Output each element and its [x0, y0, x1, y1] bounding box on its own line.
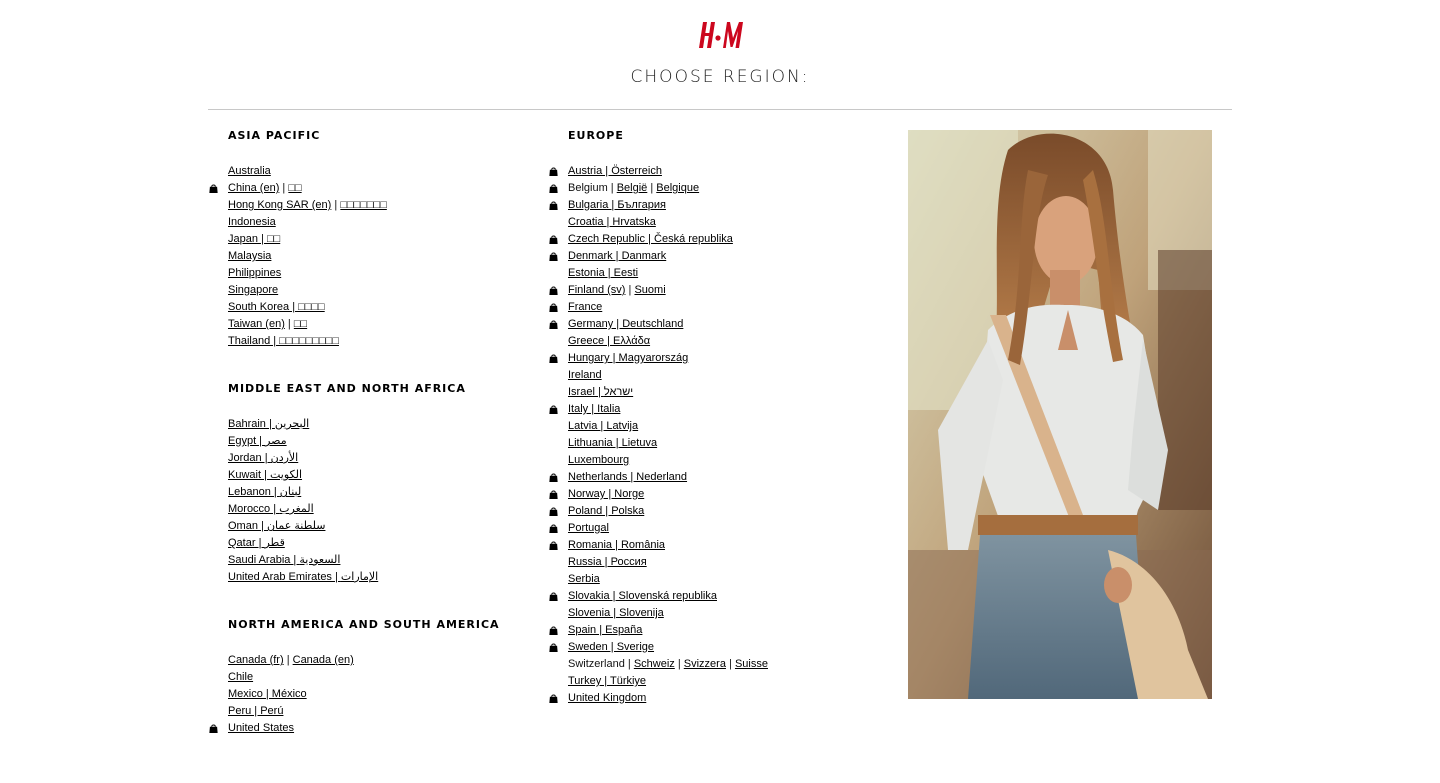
country-row [208, 248, 528, 265]
shopping-bag-icon [549, 320, 558, 329]
country-row [548, 639, 878, 656]
country-link[interactable]: Philippines [228, 267, 282, 279]
shopping-bag-icon [549, 626, 558, 635]
country-link[interactable]: Mexico | México [228, 688, 307, 700]
shopping-bag-icon [549, 490, 558, 499]
country-row [548, 401, 878, 418]
country-link[interactable]: Czech Republic | Česká republika [568, 233, 733, 245]
country-row [208, 501, 528, 518]
country-link[interactable]: Australia [228, 165, 271, 177]
country-row [548, 214, 878, 231]
shopping-bag-icon [549, 592, 558, 601]
country-text: | [284, 318, 294, 330]
country-row [208, 450, 528, 467]
header-divider [208, 109, 1232, 110]
country-link[interactable]: □□ [293, 318, 308, 330]
region-column-europe [548, 130, 878, 740]
country-row [548, 248, 878, 265]
country-text: Switzerland | [568, 658, 634, 670]
region-heading: MIDDLE EAST AND NORTH AFRICA [228, 382, 466, 395]
fashion-photo [908, 130, 1212, 699]
country-link[interactable]: Croatia | Hrvatska [568, 216, 656, 228]
country-row [548, 435, 878, 452]
country-text: | [625, 284, 635, 296]
shopping-bag-icon [549, 643, 558, 652]
region-section-europe [548, 130, 878, 707]
country-row [208, 163, 528, 180]
shopping-bag-icon [549, 286, 558, 295]
shopping-bag-icon [549, 235, 558, 244]
country-row [548, 180, 878, 197]
country-link[interactable]: Luxembourg [568, 454, 630, 466]
country-row [208, 669, 528, 686]
country-text: | [283, 654, 293, 666]
country-link[interactable]: Norway | Norge [568, 488, 645, 500]
country-link[interactable]: France [568, 301, 603, 313]
country-link[interactable]: België [616, 182, 648, 194]
country-row [548, 656, 878, 673]
country-text: Belgium | [568, 182, 617, 194]
country-link[interactable]: Oman | سلطنة عمان [228, 520, 326, 532]
country-link[interactable]: Latvia | Latvija [568, 420, 639, 432]
country-link[interactable]: Saudi Arabia | السعودية [228, 554, 341, 566]
shopping-bag-icon [549, 507, 558, 516]
country-row [208, 467, 528, 484]
country-row [208, 265, 528, 282]
country-link[interactable]: Netherlands | Nederland [568, 471, 688, 483]
country-link[interactable]: United Arab Emirates | الإمارات [228, 571, 379, 583]
country-row [208, 299, 528, 316]
country-link[interactable]: Italy | Italia [568, 403, 621, 415]
country-link[interactable]: Denmark | Danmark [568, 250, 667, 262]
country-row [548, 367, 878, 384]
country-link[interactable]: Slovakia | Slovenská republika [568, 590, 717, 602]
country-row [548, 571, 878, 588]
country-row [208, 333, 528, 350]
shopping-bag-icon [549, 167, 558, 176]
shopping-bag-icon [549, 184, 558, 193]
country-text: | [674, 658, 684, 670]
country-row [208, 180, 528, 197]
country-row [548, 486, 878, 503]
shopping-bag-icon [549, 303, 558, 312]
country-row [548, 333, 878, 350]
country-link[interactable]: □□□□□□□ [340, 199, 387, 211]
country-row [548, 503, 878, 520]
country-link[interactable]: Suisse [734, 658, 768, 670]
country-link[interactable]: Jordan | الأردن [228, 452, 299, 464]
country-link[interactable]: Spain | España [568, 624, 643, 636]
country-row [208, 569, 528, 586]
country-row [548, 673, 878, 690]
country-link[interactable]: Hungary | Magyarország [568, 352, 689, 364]
shopping-bag-icon [209, 184, 218, 193]
country-row [208, 652, 528, 669]
country-row [548, 231, 878, 248]
region-heading: NORTH AMERICA AND SOUTH AMERICA [228, 618, 500, 631]
country-row [548, 554, 878, 571]
country-row [548, 605, 878, 622]
country-link[interactable]: Suomi [634, 284, 666, 296]
country-row [548, 384, 878, 401]
country-link[interactable]: Austria | Österreich [568, 165, 662, 177]
page-title: CHOOSE REGION: [630, 67, 810, 87]
country-link[interactable]: Chile [228, 671, 254, 683]
country-link[interactable]: Canada (fr) [228, 654, 284, 666]
hm-logo[interactable] [697, 18, 745, 52]
country-link[interactable]: Russia | Россия [568, 556, 647, 568]
country-link[interactable]: Romania | România [568, 539, 666, 551]
country-row [208, 282, 528, 299]
country-row [548, 299, 878, 316]
country-row [208, 231, 528, 248]
country-row [208, 535, 528, 552]
country-link[interactable]: Canada (en) [292, 654, 354, 666]
country-row [208, 686, 528, 703]
country-link[interactable]: Egypt | مصر [228, 435, 287, 447]
country-link[interactable]: Singapore [228, 284, 279, 296]
country-link[interactable]: Svizzera [683, 658, 726, 670]
country-link[interactable]: Bulgaria | България [568, 199, 666, 211]
country-text: | [725, 658, 735, 670]
region-section-asia-pacific [208, 130, 528, 350]
country-row [548, 690, 878, 707]
country-row [208, 703, 528, 720]
country-link[interactable]: United States [228, 722, 295, 734]
shopping-bag-icon [549, 694, 558, 703]
country-link[interactable]: Lithuania | Lietuva [568, 437, 658, 449]
country-row [548, 520, 878, 537]
country-link[interactable]: Greece | Ελλάδα [568, 335, 651, 347]
country-link[interactable]: □□ [288, 182, 302, 194]
country-link[interactable]: Hong Kong SAR (en) [228, 199, 332, 211]
country-row [208, 484, 528, 501]
country-link[interactable]: Schweiz [633, 658, 675, 670]
shopping-bag-icon [209, 724, 218, 733]
shopping-bag-icon [549, 354, 558, 363]
country-link[interactable]: Peru | Perú [228, 705, 284, 717]
country-link[interactable]: Taiwan (en) [228, 318, 285, 330]
country-row [208, 552, 528, 569]
country-row [208, 197, 528, 214]
country-row [208, 433, 528, 450]
country-link[interactable]: Sweden | Sverige [568, 641, 655, 653]
country-row [548, 418, 878, 435]
country-link[interactable]: Portugal [568, 522, 609, 534]
country-row [548, 469, 878, 486]
country-row [548, 537, 878, 554]
country-link[interactable]: Morocco | المغرب [228, 503, 314, 515]
country-link[interactable]: Belgique [656, 182, 700, 194]
country-text: | [331, 199, 341, 211]
model-illustration [908, 130, 1212, 699]
country-text: | [647, 182, 657, 194]
country-link[interactable]: Malaysia [228, 250, 272, 262]
country-link[interactable]: Poland | Polska [568, 505, 645, 517]
country-link[interactable]: Kuwait | الكويت [228, 469, 303, 481]
country-row [208, 518, 528, 535]
country-row [208, 720, 528, 737]
shopping-bag-icon [549, 473, 558, 482]
country-row [208, 416, 528, 433]
country-link[interactable]: South Korea | □□□□ [228, 301, 325, 313]
region-heading: ASIA PACIFIC [228, 129, 321, 142]
country-row [548, 588, 878, 605]
shopping-bag-icon [549, 201, 558, 210]
country-link[interactable]: Israel | ישראל [568, 386, 634, 398]
country-link[interactable]: Serbia [568, 573, 600, 585]
country-link[interactable]: Germany | Deutschland [568, 318, 684, 330]
country-row [548, 622, 878, 639]
region-section-north-america-and-south-america [208, 619, 528, 737]
region-section-middle-east-and-north-africa [208, 383, 528, 586]
country-link[interactable]: Indonesia [228, 216, 276, 228]
country-row [548, 282, 878, 299]
country-link[interactable]: Bahrain | البحرين [228, 418, 310, 430]
country-link[interactable]: Japan | □□ [228, 233, 281, 245]
region-column-left [208, 130, 528, 770]
country-link[interactable]: United Kingdom [568, 692, 647, 704]
country-link[interactable]: Lebanon | لبنان [228, 486, 302, 498]
country-link[interactable]: Thailand | □□□□□□□□□ [228, 335, 339, 347]
country-link[interactable]: Slovenia | Slovenija [568, 607, 664, 619]
country-text: | [279, 182, 289, 194]
country-link[interactable]: Ireland [568, 369, 602, 381]
country-row [208, 316, 528, 333]
shopping-bag-icon [549, 541, 558, 550]
shopping-bag-icon [549, 405, 558, 414]
country-link[interactable]: Qatar | قطر [228, 537, 285, 549]
country-row [548, 452, 878, 469]
country-link[interactable]: Finland (sv) [568, 284, 626, 296]
shopping-bag-icon [549, 524, 558, 533]
country-link[interactable]: China (en) [228, 182, 280, 194]
region-heading: EUROPE [568, 129, 624, 142]
country-row [548, 350, 878, 367]
country-link[interactable]: Estonia | Eesti [568, 267, 639, 279]
country-row [548, 163, 878, 180]
shopping-bag-icon [549, 252, 558, 261]
country-row [548, 265, 878, 282]
country-row [208, 214, 528, 231]
country-row [548, 316, 878, 333]
country-row [548, 197, 878, 214]
country-link[interactable]: Turkey | Türkiye [568, 675, 647, 687]
